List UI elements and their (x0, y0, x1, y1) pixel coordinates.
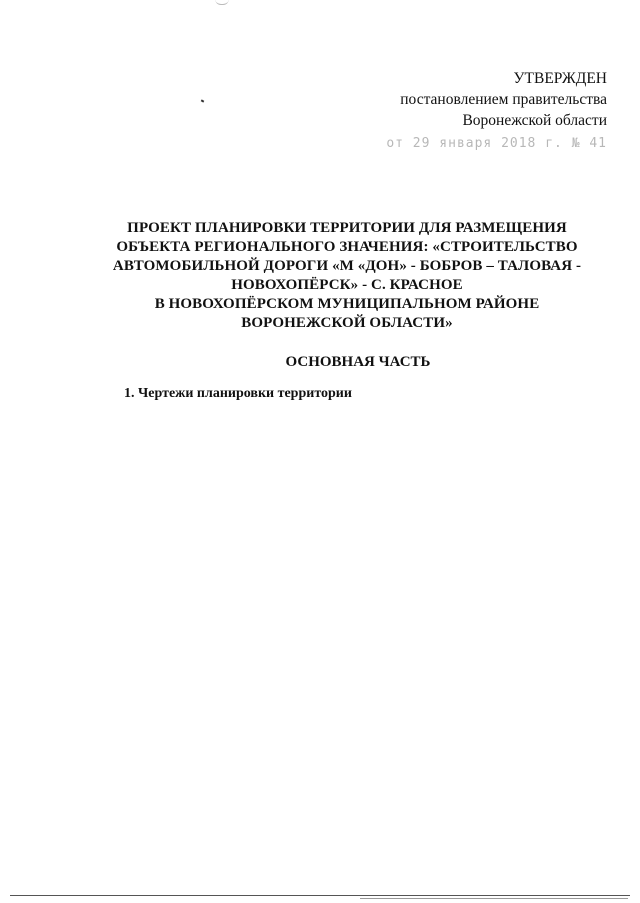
section-heading-text: ОСНОВНАЯ ЧАСТЬ (285, 354, 431, 370)
title-line: ВОРОНЕЖСКОЙ ОБЛАСТИ» (241, 315, 453, 331)
title-line: ПРОЕКТ ПЛАНИРОВКИ ТЕРРИТОРИИ ДЛЯ РАЗМЕЩЕНИЯ (127, 220, 567, 236)
scan-speck (201, 99, 205, 102)
scan-artifact (215, 0, 229, 5)
title-line: ОБЪЕКТА РЕГИОНАЛЬНОГО ЗНАЧЕНИЯ: «СТРОИТЕЛЬСТВО (116, 239, 578, 255)
approval-stamp (386, 68, 607, 154)
decree-date-number: от 29 января 2018 г. № 41 (386, 136, 607, 151)
bottom-divider (10, 895, 630, 896)
title-line: НОВОХОПЁРСК» - С. КРАСНОЕ (231, 277, 463, 293)
bottom-divider-secondary (360, 898, 628, 899)
document-title (100, 219, 594, 333)
title-line: В НОВОХОПЁРСКОМ МУНИЦИПАЛЬНОМ РАЙОНЕ (154, 296, 540, 312)
region-name: Воронежской области (462, 112, 607, 129)
approved-label: УТВЕРЖДЕН (513, 70, 607, 87)
decree-authority: постановлением правительства (400, 91, 607, 108)
list-item: 1. Чертежи планировки территории (124, 386, 352, 401)
title-line: АВТОМОБИЛЬНОЙ ДОРОГИ «М «ДОН» - БОБРОВ – ТАЛОВАЯ - (112, 258, 582, 274)
section-heading (0, 353, 640, 372)
